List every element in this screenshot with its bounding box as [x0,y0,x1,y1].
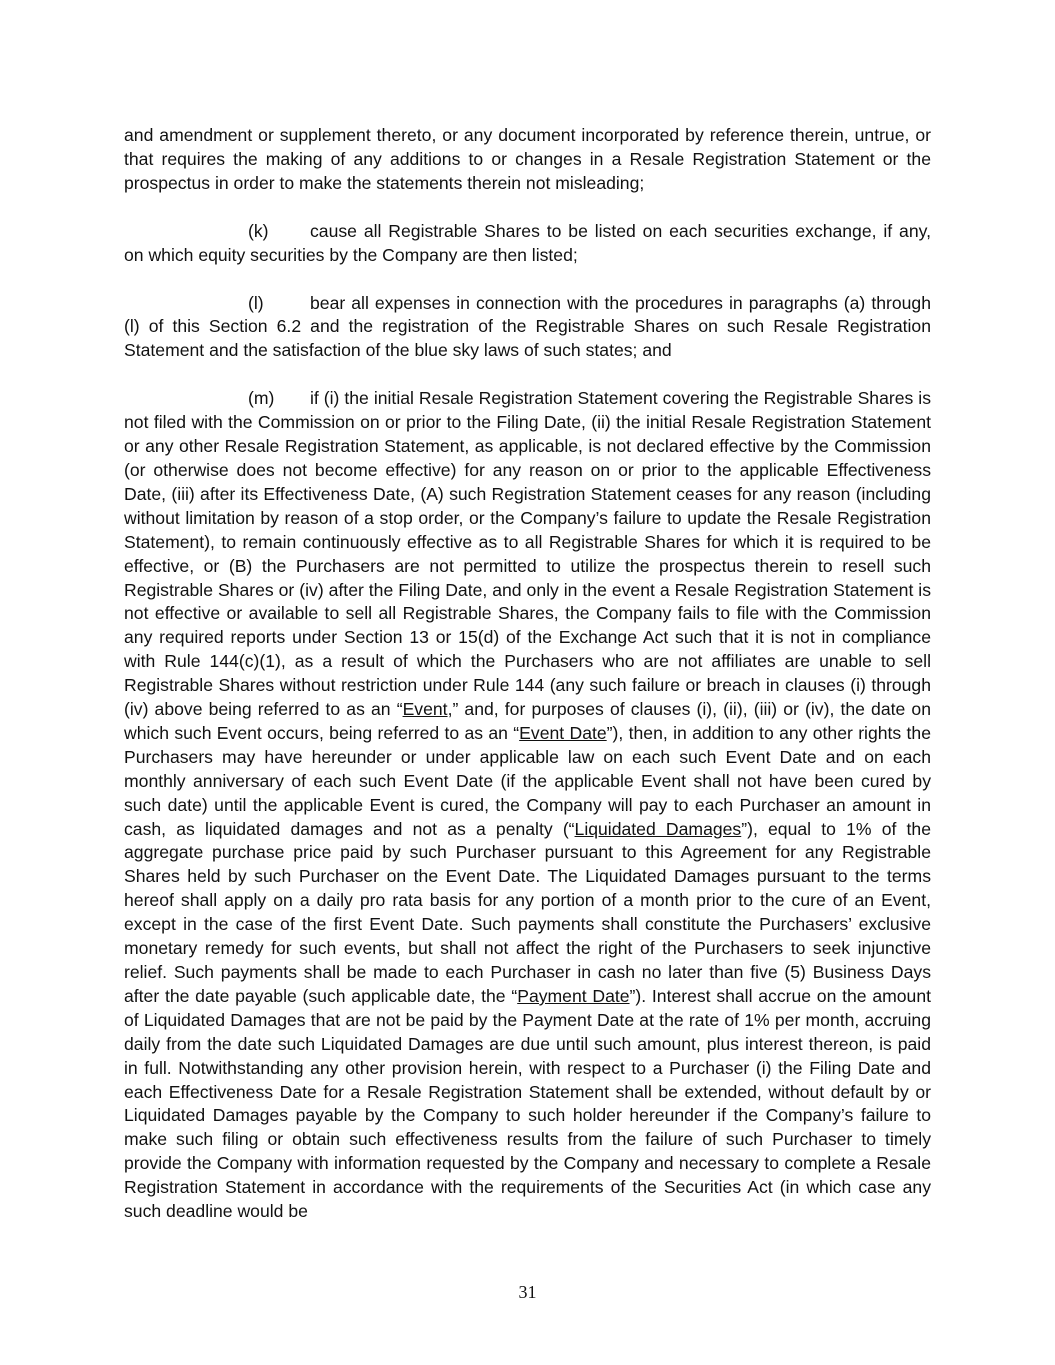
paragraph-k [124,220,931,268]
page-number: 31 [518,1282,537,1302]
paragraph-m-text-4: ”), equal to 1% of the aggregate purchase price paid by such Purchaser pursuant to this Agreement for any Registrable Shares held by such Purchaser on the Event Date. The Liquidated Damages pursuant to the terms hereof shall apply on a daily pro rata basis for any portion of a month prior to the cure of an Event, except in the case of the first Event Date. Such payments shall constitute the Purchasers’ exclusive monetary remedy for such events, but shall not affect the right of the Purchasers to seek injunctive relief. Such payments shall be made to each Purchaser in cash no later than five (5) Business Days after the date payable (such applicable date, the “ [124,818,931,1006]
defined-term-event: Event [402,699,448,720]
paragraph-m [124,387,931,1224]
paragraph-l-text: bear all expenses in connection with the procedures in paragraphs (a) through (l) of this Section 6.2 and the registration of the Registrable Shares on such Resale Registration Statement and the satisfaction of the blue sky laws of such states; and [124,292,931,361]
document-page [124,124,931,1248]
paragraph-m-text-1: if (i) the initial Resale Registration Statement covering the Registrable Shares is not filed with the Commission on or prior to the Filing Date, (ii) the initial Resale Registration Statement or any other Resale Registration Statement, as applicable, is not declared effective by the Commission (or otherwise does not become effective) for any reason on or prior to the applicable Effectiveness Date, (iii) after its Effectiveness Date, (A) such Registration Statement ceases for any reason (including without limitation by reason of a stop order, or the Company’s failure to update the Resale Registration Statement), to remain continuously effective as to all Registrable Shares for which it is required to be effective, or (B) the Purchasers are not permitted to utilize the prospectus therein to resell such Registrable Shares or (iv) after the Filing Date, and only in the event a Resale Registration Statement is not effective or available to sell all Registrable Shares, the Company fails to file with the Commission any required reports under Section 13 or 15(d) of the Exchange Act such that it is not in compliance with Rule 144(c)(1), as a result of which the Purchasers who are not affiliates are unable to sell Registrable Shares without restriction under Rule 144 (any such failure or breach in clauses (i) through (iv) above being referred to as an “ [124,388,931,720]
paragraph-m-text-2: ,” and, for purposes of clauses (i), (ii), (iii) or (iv), the date on which such Event occurs, being referred to as an “ [124,699,931,743]
paragraph-l-label: (l) [248,292,264,313]
continuation-paragraph: and amendment or supplement thereto, or any document incorporated by reference therein, untrue, or that requires the making of any additions to or changes in a Resale Registration Statement or the prospectus in order to make the statements therein not misleading; [124,125,931,193]
paragraph-m-label: (m) [248,388,275,409]
paragraph-k-text: cause all Registrable Shares to be listed on each securities exchange, if any, on which equity securities by the Company are then listed; [124,220,931,265]
defined-term-event-date: Event Date [519,722,607,743]
defined-term-liquidated-damages: Liquidated Damages [574,818,742,839]
paragraph-m-text-5: ”). Interest shall accrue on the amount of Liquidated Damages that are not be paid by the Payment Date at the rate of 1% per month, accruing daily from the date such Liquidated Damages are due until such amount, plus interest thereon, is paid in full. Notwithstanding any other provision herein, with respect to a Purchaser (i) the Filing Date and each Effectiveness Date for a Resale Registration Statement shall be extended, without default by or Liquidated Damages payable by the Company to such holder hereunder if the Company’s failure to make such filing or obtain such effectiveness results from the failure of such Purchaser to timely provide the Company with information requested by the Company and necessary to complete a Resale Registration Statement in accordance with the requirements of the Securities Act (in which case any such deadline would be [124,985,932,1222]
paragraph-k-label: (k) [248,220,269,241]
defined-term-payment-date: Payment Date [517,985,630,1006]
paragraph-m-text-3: ”), then, in addition to any other rights the Purchasers may have hereunder or under applicable law on each such Event Date and on each monthly anniversary of each such Event Date (if the applicable Event shall not have been cured by such date) until the applicable Event is cured, the Company will pay to each Purchaser an amount in cash, as liquidated damages and not as a penalty (“ [124,722,932,839]
paragraph-l [124,292,931,364]
